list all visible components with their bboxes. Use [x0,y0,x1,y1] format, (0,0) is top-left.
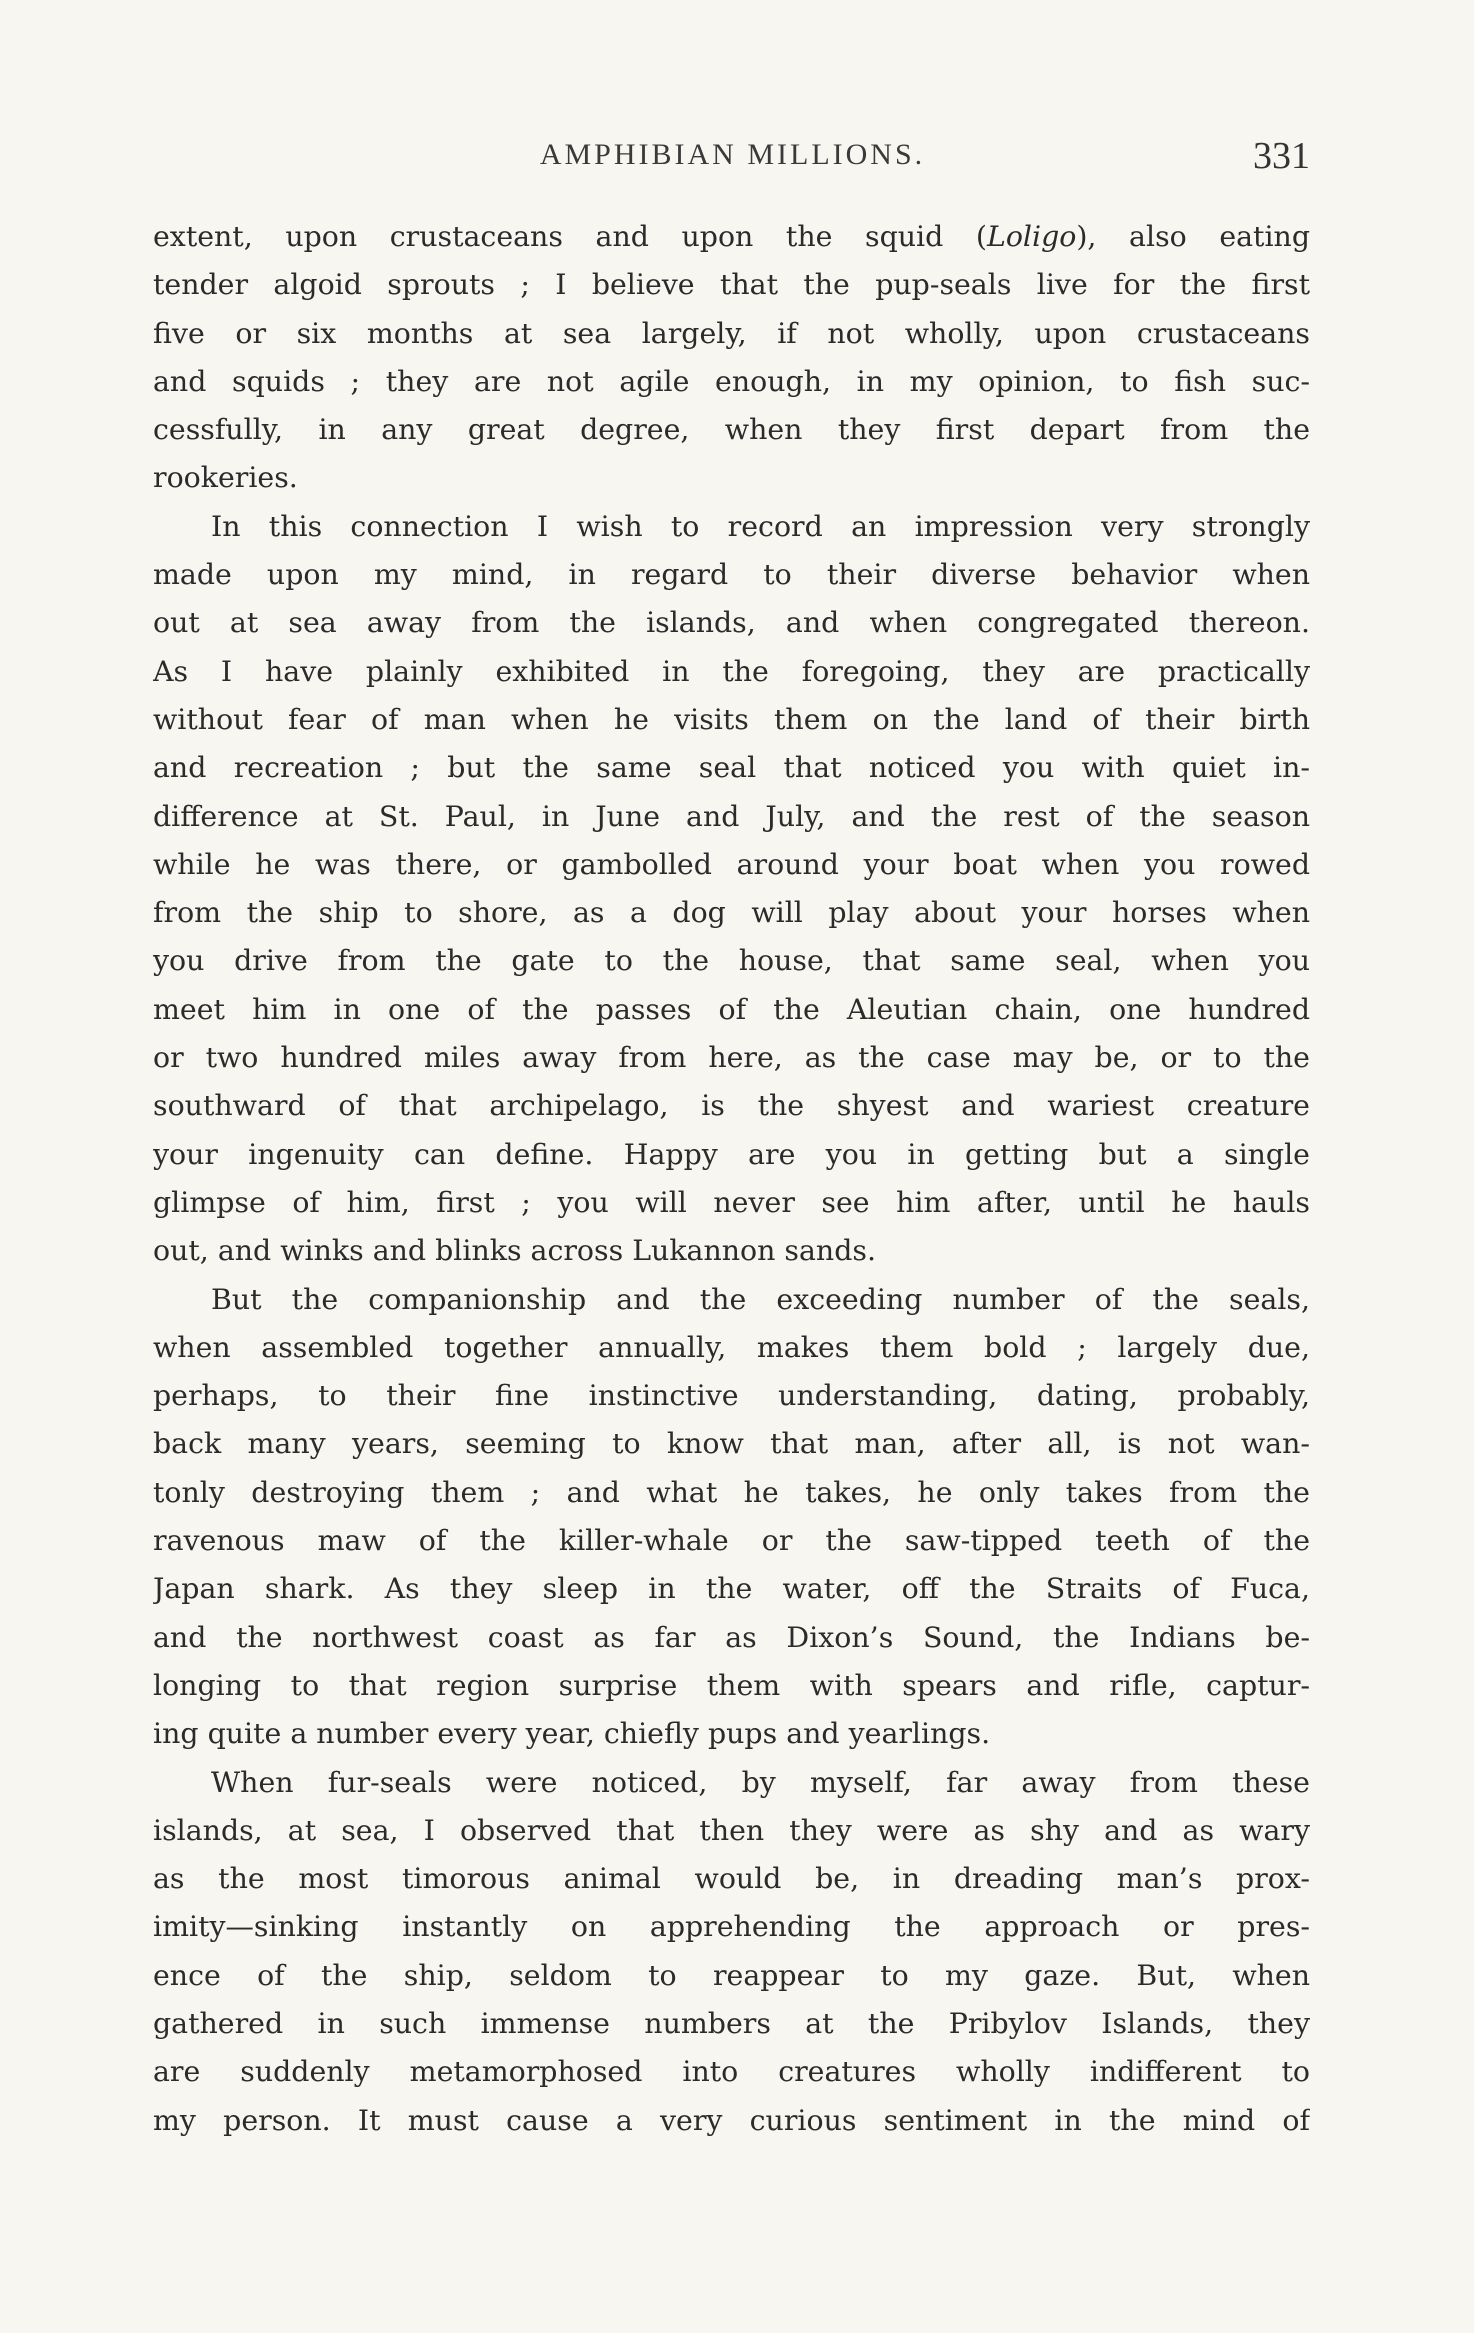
text-line [153,986,1310,1034]
text-line [153,1517,1310,1565]
text-line [153,1710,1310,1758]
text-segment: imity—sinking instantly on apprehending the approach or pres- [153,1910,1310,1944]
text-line [153,1131,1310,1179]
text-line [153,1372,1310,1420]
text-segment: ravenous maw of the killer-whale or the saw-tipped teeth of the [153,1524,1310,1558]
text-line [153,310,1310,358]
text-segment: are suddenly metamorphosed into creatures wholly indifferent to [153,2055,1310,2089]
text-line [153,793,1310,841]
text-line [153,1952,1310,2000]
text-segment: you drive from the gate to the house, that same seal, when you [153,944,1310,978]
text-line [153,937,1310,985]
text-line [153,454,1310,502]
text-segment: rookeries. [153,461,298,495]
text-segment: Japan shark. As they sleep in the water, off the Straits of Fuca, [153,1572,1310,1606]
text-segment: tonly destroying them ; and what he takes, he only takes from the [153,1475,1310,1509]
text-segment: while he was there, or gambolled around your boat when you rowed [153,847,1310,881]
text-segment: and recreation ; but the same seal that noticed you with quiet in- [153,751,1310,785]
text-line [153,1759,1310,1807]
text-line [153,648,1310,696]
text-line [153,2097,1310,2145]
text-segment: But the companionship and the exceeding number of the seals, [211,1282,1310,1316]
text-segment: meet him in one of the passes of the Aleutian chain, one hundred [153,992,1310,1026]
text-segment: and squids ; they are not agile enough, in my opinion, to fish suc- [153,364,1310,398]
text-segment: islands, at sea, I observed that then they were as shy and as wary [153,1813,1310,1847]
text-segment: ), also eating [1076,220,1310,253]
text-line [153,1855,1310,1903]
body-text [153,213,1310,2145]
text-segment: and the northwest coast as far as Dixon’s Sound, the Indians be- [153,1620,1310,1654]
text-line [153,1324,1310,1372]
text-segment: made upon my mind, in regard to their diverse behavior when [153,558,1310,592]
text-line [153,213,1310,261]
text-line [153,1420,1310,1468]
text-segment: without fear of man when he visits them on the land of their birth [153,702,1310,736]
italic-term: Loligo [986,220,1077,253]
text-segment: As I have plainly exhibited in the foregoing, they are practically [153,654,1310,688]
text-line [153,1034,1310,1082]
text-line [153,1614,1310,1662]
text-segment: ing quite a number every year, chiefly pups and yearlings. [153,1717,991,1751]
text-segment: gathered in such immense numbers at the Pribylov Islands, they [153,2006,1310,2040]
text-line [153,406,1310,454]
text-line [153,1082,1310,1130]
text-segment: back many years, seeming to know that man, after all, is not wan- [153,1427,1310,1461]
text-segment: from the ship to shore, as a dog will play about your horses when [153,896,1310,930]
text-line [153,1276,1310,1324]
text-segment: perhaps, to their fine instinctive understanding, dating, probably, [153,1379,1310,1413]
text-line [153,1565,1310,1613]
running-head: AMPHIBIAN MILLIONS. [539,138,926,171]
text-line [153,1903,1310,1951]
text-line [153,1469,1310,1517]
text-segment: your ingenuity can define. Happy are you in getting but a single [153,1137,1310,1171]
text-line [153,696,1310,744]
text-line [153,551,1310,599]
text-line [153,358,1310,406]
text-line [153,744,1310,792]
text-segment: When fur-seals were noticed, by myself, far away from these [211,1765,1310,1799]
text-line [153,1227,1310,1275]
text-line [153,841,1310,889]
text-line [153,1179,1310,1227]
text-segment: southward of that archipelago, is the shyest and wariest creature [153,1089,1310,1123]
text-line [153,889,1310,937]
text-line [153,2000,1310,2048]
text-segment: tender algoid sprouts ; I believe that the pup-seals live for the first [153,268,1310,302]
text-line [153,503,1310,551]
text-segment: extent, upon crustaceans and upon the squid ( [153,220,987,253]
text-segment: out at sea away from the islands, and when congregated thereon. [153,606,1310,640]
text-segment: difference at St. Paul, in June and July, and the rest of the season [153,799,1310,833]
text-segment: my person. It must cause a very curious sentiment in the mind of [153,2103,1310,2137]
text-segment: out, and winks and blinks across Lukannon sands. [153,1234,876,1268]
text-segment: longing to that region surprise them with spears and rifle, captur- [153,1668,1310,1702]
text-segment: as the most timorous animal would be, in dreading man’s prox- [153,1862,1310,1896]
page-header [155,135,1310,182]
text-segment: ence of the ship, seldom to reappear to my gaze. But, when [153,1958,1310,1992]
text-segment: glimpse of him, first ; you will never see him after, until he hauls [153,1185,1310,1219]
text-line [153,261,1310,309]
text-line [153,1662,1310,1710]
text-segment: or two hundred miles away from here, as the case may be, or to the [153,1041,1310,1075]
text-line [153,2048,1310,2096]
text-segment: In this connection I wish to record an impression very strongly [211,509,1310,543]
text-line [153,599,1310,647]
page-number: 331 [1253,135,1310,177]
text-line [153,1807,1310,1855]
text-segment: cessfully, in any great degree, when they first depart from the [153,413,1310,447]
text-segment: five or six months at sea largely, if not wholly, upon crustaceans [153,316,1310,350]
text-segment: when assembled together annually, makes them bold ; largely due, [153,1330,1310,1364]
